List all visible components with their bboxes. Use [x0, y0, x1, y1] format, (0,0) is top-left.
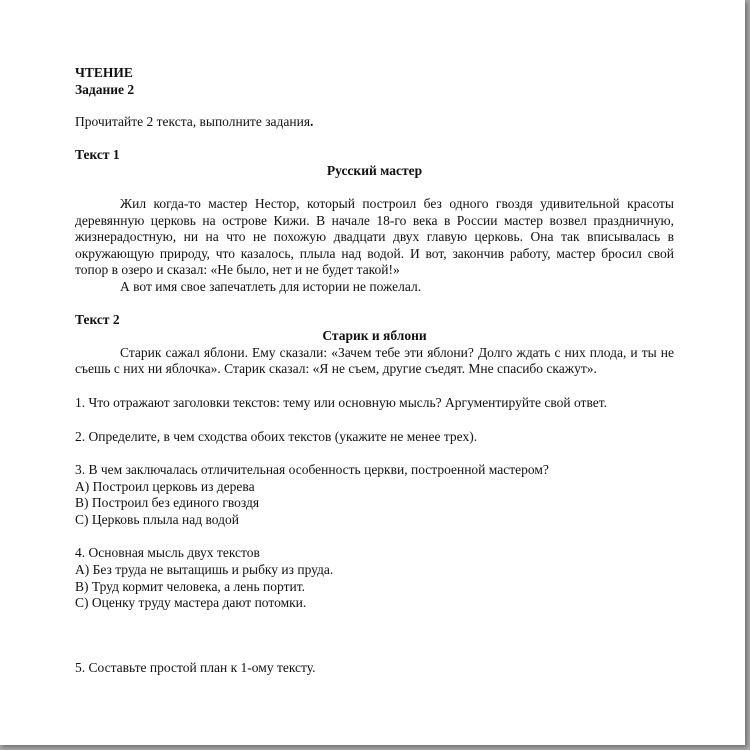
question-4-option-a: А) Без труда не вытащишь и рыбку из пруда.	[75, 562, 334, 578]
section-heading: ЧТЕНИЕ	[75, 65, 133, 80]
question-3: 3. В чем заключалась отличительная особенность церкви, построенной мастером?	[75, 462, 549, 478]
spacer	[75, 528, 674, 545]
spacer	[75, 180, 674, 196]
text1-paragraph-2: А вот имя свое запечатлеть для истории не пожелал.	[120, 278, 422, 294]
spacer	[75, 445, 674, 462]
text1-paragraph-1: Жил когда-то мастер Нестор, который построил без одного гвоздя удивительной красоты деревянную церковь на острове Кижи. В начале 18-го века в России мастер возвел праздничную, жизнерадостную, ни на что не похожую двадцати двух главую церковь. Она так вписывалась в окружающую природу, что казалось, плыла над водой. И вот, закончив работу, мастер бросил свой топор в озеро и сказал: «Не было, нет и не будет такой!»	[75, 195, 674, 278]
question-3-option-c: С) Церковь плыла над водой	[75, 511, 239, 527]
text2-paragraph: Старик сажал яблони. Ему сказали: «Зачем тебе эти яблони? Долго ждать с них плода, и ты не съешь с них ни яблочка». Старик сказал: «Я не съем, другие съедят. Мне спасибо скажут».	[75, 344, 674, 377]
question-4: 4. Основная мысль двух текстов	[75, 545, 260, 561]
spacer	[75, 131, 674, 147]
question-4-option-c: С) Оценку труду мастера дают потомки.	[75, 595, 307, 611]
instruction	[75, 114, 674, 131]
question-5: 5. Составьте простой план к 1-ому тексту.	[75, 659, 316, 675]
text2-title: Старик и яблони	[322, 328, 427, 344]
document-content	[75, 65, 674, 676]
task-heading: Задание 2	[75, 81, 135, 97]
question-1: 1. Что отражают заголовки текстов: тему или основную мысль? Аргументируйте свой ответ.	[75, 394, 607, 410]
question-3-option-b: В) Построил без единого гвоздя	[75, 495, 260, 511]
text1-title: Русский мастер	[326, 163, 423, 179]
spacer	[75, 412, 674, 429]
instruction-text: Прочитайте 2 текста, выполните задания	[75, 114, 311, 130]
spacer	[75, 612, 674, 660]
text1-label: Текст 1	[75, 146, 120, 162]
instruction-period: .	[310, 114, 314, 130]
question-4-option-b: В) Труд кормит человека, а лень портит.	[75, 578, 305, 594]
question-3-option-a: А) Построил церковь из дерева	[75, 478, 255, 494]
spacer	[75, 378, 674, 395]
spacer	[75, 98, 674, 114]
question-2: 2. Определите, в чем сходства обоих текстов (укажите не менее трех).	[75, 428, 478, 444]
spacer	[75, 296, 674, 312]
text2-label: Текст 2	[75, 311, 120, 327]
